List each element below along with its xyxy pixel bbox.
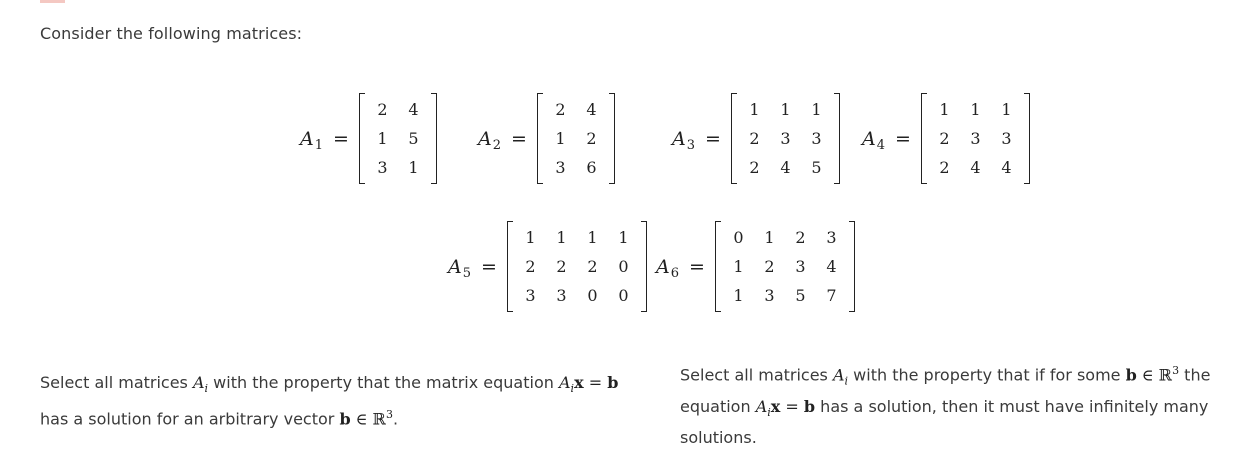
equals-sign: =	[511, 127, 527, 150]
question-2	[680, 358, 1240, 450]
equals-sign: =	[481, 255, 497, 278]
intro-text: Consider the following matrices:	[40, 24, 303, 43]
question-1-line-2: has a solution for an arbitrary vector b ∈ ℝ$^3$.	[40, 408, 399, 429]
matrix-cell: 3	[826, 228, 837, 247]
matrix-eq-1	[300, 95, 437, 182]
matrix-cell: 1	[811, 100, 822, 119]
matrix-label: $A_1$	[300, 127, 324, 153]
matrix-cell: 4	[408, 100, 419, 119]
matrix-cell: 2	[749, 158, 760, 177]
matrix-label: $A_6$	[656, 255, 680, 281]
matrix-eq-2	[478, 95, 615, 182]
matrix-label: $A_4$	[862, 127, 886, 153]
matrix-a5	[507, 223, 647, 310]
matrix-cell: 2	[377, 100, 388, 119]
matrix-cell: 3	[555, 158, 566, 177]
matrix-cell: 4	[586, 100, 597, 119]
matrix-eq-4	[862, 95, 1030, 182]
matrix-cell: 2	[939, 129, 950, 148]
matrix-cell: 6	[586, 158, 597, 177]
matrix-cell: 2	[764, 257, 775, 276]
matrix-cell: 2	[525, 257, 536, 276]
matrix-cell: 3	[970, 129, 981, 148]
matrix-cell: 3	[811, 129, 822, 148]
matrix-a1	[359, 95, 437, 182]
matrix-cell: 1	[556, 228, 567, 247]
matrix-cell: 5	[795, 286, 806, 305]
matrix-cell: 1	[525, 228, 536, 247]
matrix-cell: 2	[795, 228, 806, 247]
matrix-cell: 1	[780, 100, 791, 119]
matrix-label: $A_2$	[478, 127, 502, 153]
matrix-cell: 3	[525, 286, 536, 305]
matrix-cell: 1	[1001, 100, 1012, 119]
matrix-cell: 2	[587, 257, 598, 276]
matrix-cell: 4	[970, 158, 981, 177]
matrix-cell: 3	[556, 286, 567, 305]
matrix-cell: 1	[733, 257, 744, 276]
question-1	[40, 370, 660, 433]
matrix-cell: 2	[556, 257, 567, 276]
matrix-cell: 1	[733, 286, 744, 305]
matrix-cell: 1	[939, 100, 950, 119]
matrix-cell: 1	[555, 129, 566, 148]
matrix-cell: 1	[970, 100, 981, 119]
matrix-cell: 1	[749, 100, 760, 119]
matrix-cell: 1	[764, 228, 775, 247]
matrix-cell: 7	[826, 286, 837, 305]
equals-sign: =	[333, 127, 349, 150]
matrix-cell: 0	[618, 257, 629, 276]
matrix-cell: 3	[377, 158, 388, 177]
matrix-cell: 1	[618, 228, 629, 247]
matrix-a4	[921, 95, 1030, 182]
matrix-cell: 3	[1001, 129, 1012, 148]
matrix-cell: 1	[377, 129, 388, 148]
matrix-label: $A_5$	[448, 255, 472, 281]
equals-sign: =	[705, 127, 721, 150]
matrix-cell: 3	[780, 129, 791, 148]
question-2-line-2: equation $A_ix = b$ has a solution, then it must have infinitely many	[680, 396, 1209, 419]
matrix-cell: 5	[811, 158, 822, 177]
matrix-cell: 2	[555, 100, 566, 119]
equals-sign: =	[895, 127, 911, 150]
matrix-cell: 2	[586, 129, 597, 148]
matrix-cell: 2	[749, 129, 760, 148]
matrix-a6	[715, 223, 855, 310]
matrix-cell: 0	[733, 228, 744, 247]
matrix-cell: 1	[408, 158, 419, 177]
matrix-cell: 4	[826, 257, 837, 276]
matrix-label: $A_3$	[672, 127, 696, 153]
matrix-eq-6	[656, 223, 855, 310]
question-2-line-1: Select all matrices $A_i$ with the property that if for some b ∈ ℝ$^3$ the	[680, 364, 1211, 388]
matrix-eq-5	[448, 223, 647, 310]
matrix-cell: 4	[1001, 158, 1012, 177]
matrix-cell: 3	[795, 257, 806, 276]
matrix-cell: 5	[408, 129, 419, 148]
question-1-line-1: Select all matrices $A_i$ with the property that the matrix equation $A_ix = b$	[40, 373, 619, 396]
question-2-line-3: solutions.	[680, 427, 757, 447]
matrix-cell: 0	[587, 286, 598, 305]
matrix-cell: 4	[780, 158, 791, 177]
matrix-a3	[731, 95, 840, 182]
top-accent-bar	[40, 0, 65, 3]
matrix-a2	[537, 95, 615, 182]
matrix-cell: 0	[618, 286, 629, 305]
equals-sign: =	[689, 255, 705, 278]
matrix-cell: 1	[587, 228, 598, 247]
matrix-cell: 2	[939, 158, 950, 177]
matrix-cell: 3	[764, 286, 775, 305]
matrix-eq-3	[672, 95, 840, 182]
